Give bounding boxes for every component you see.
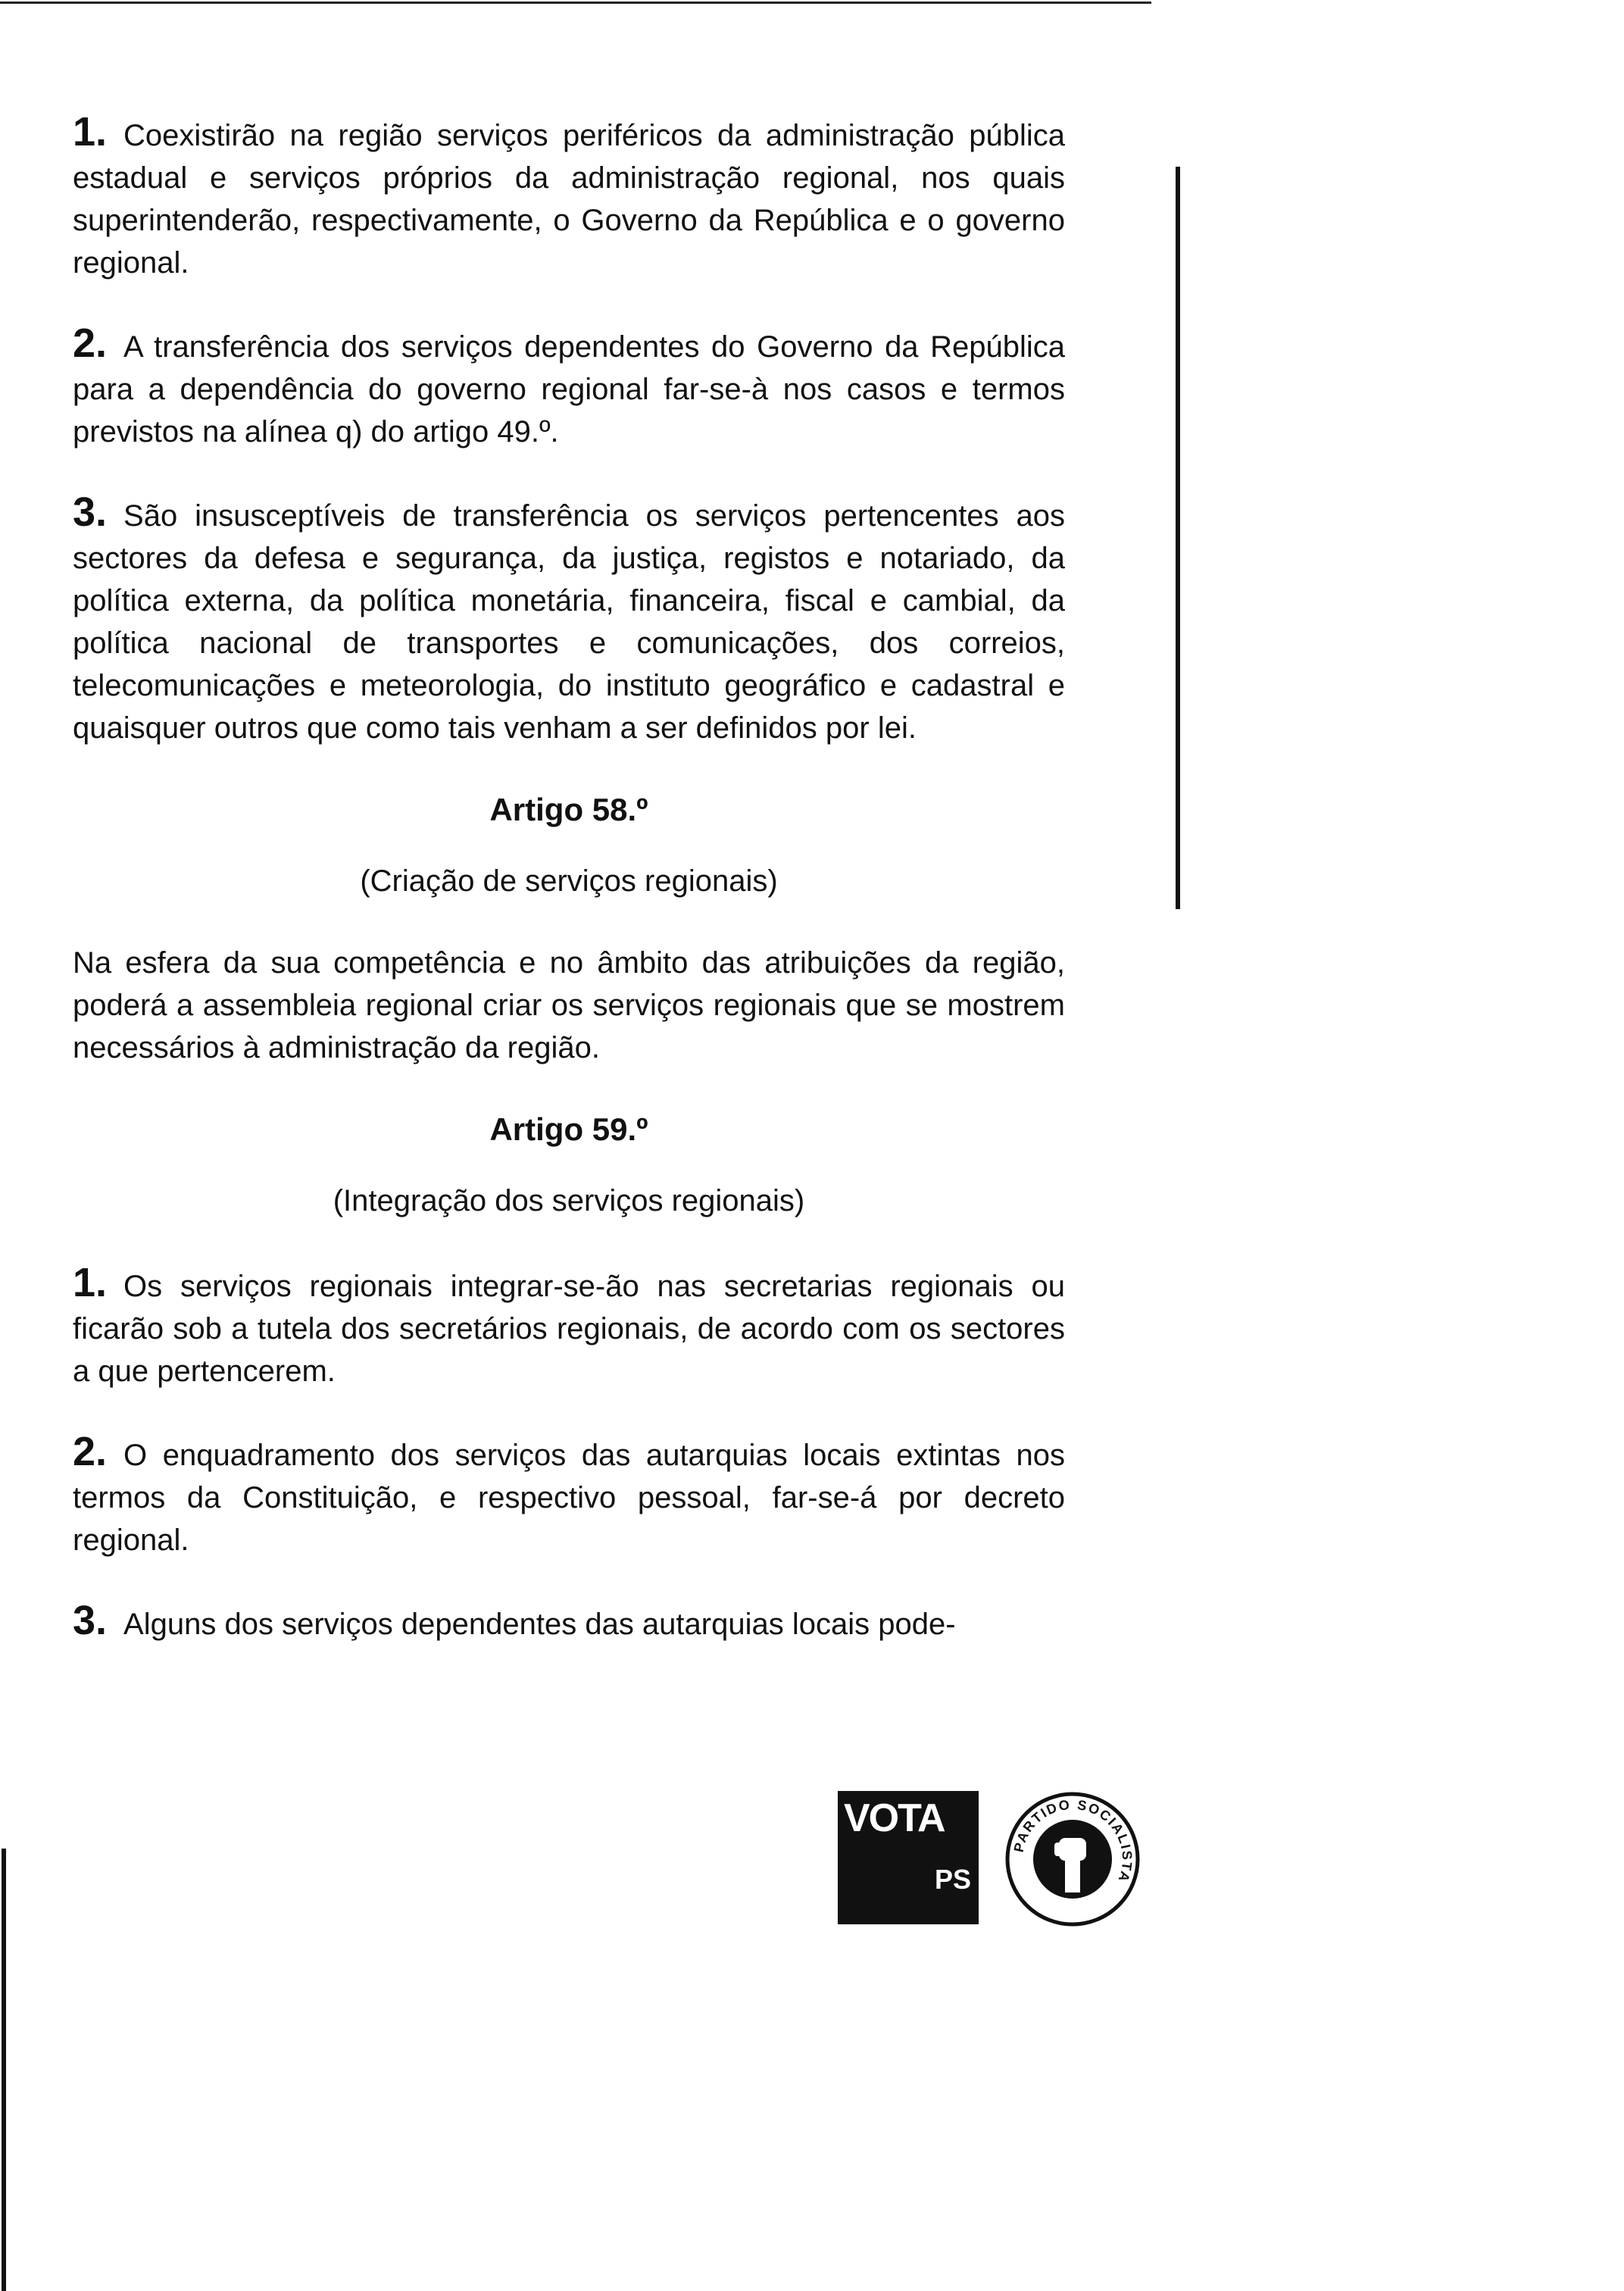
paragraph-text: Na esfera da sua competência e no âmbito das atribuições da região, poderá a assembleia regional criar os serviços regionais que se mostrem necessários à administração da região. xyxy=(73,946,1065,1064)
scan-left-bar xyxy=(2,1849,6,2291)
paragraph-3 xyxy=(73,491,1065,749)
paragraph-number: 3. xyxy=(73,489,108,535)
vota-label: VOTA xyxy=(844,1796,945,1840)
paragraph-number: 1. xyxy=(73,1260,108,1305)
paragraph-text: São insusceptíveis de transferência os serviços pertencentes aos sectores da defesa e segurança, da justiça, registos e notariado, da política externa, da política monetária, financeira, fiscal e cambial, da política nacional de transportes e comunicações, dos correios, telecomunicações e meteorologia, do instituto geográfico e cadastral e quaisquer outros que como tais venham a ser definidos por lei. xyxy=(73,499,1065,745)
ps-label: PS xyxy=(934,1864,971,1895)
paragraph-text: Os serviços regionais integrar-se-ão nas secretarias regionais ou ficarão sob a tutela dos secretários regionais, de acordo com os sectores a que pertencerem. xyxy=(73,1270,1065,1388)
vota-ps-logo xyxy=(838,1791,979,1924)
paragraph-number: 2. xyxy=(73,320,108,366)
document-page xyxy=(73,109,1135,1895)
article-59-paragraph-2 xyxy=(73,1430,1065,1561)
paragraph-1 xyxy=(73,111,1065,284)
scan-top-line xyxy=(0,2,1151,4)
paragraph-number: 3. xyxy=(73,1598,108,1643)
article-59-title: Artigo 59.º xyxy=(489,1111,648,1147)
article-58-subtitle: (Criação de serviços regionais) xyxy=(360,864,778,898)
scan-right-bar xyxy=(1176,167,1180,909)
paragraph-number: 1. xyxy=(73,109,108,155)
paragraph-number: 2. xyxy=(73,1429,108,1474)
article-59-subtitle: (Integração dos serviços regionais) xyxy=(333,1184,805,1217)
article-59-paragraph-3 xyxy=(73,1599,1065,1646)
paragraph-text: Alguns dos serviços dependentes das autarquias locais pode- xyxy=(123,1608,956,1641)
paragraph-2 xyxy=(73,322,1065,453)
article-58-text xyxy=(73,942,1065,1069)
paragraph-text: O enquadramento dos serviços das autarquias locais extintas nos termos da Constituição, e respectivo pessoal, far-se-á por decreto regional. xyxy=(73,1439,1065,1557)
partido-socialista-logo xyxy=(1004,1791,1141,1927)
article-59-paragraph-1 xyxy=(73,1261,1065,1392)
article-58-title: Artigo 58.º xyxy=(489,792,648,827)
paragraph-text: Coexistirão na região serviços periféricos da administração pública estadual e serviços próprios da administração regional, nos quais superintenderão, respectivamente, o Governo da República e o governo regional. xyxy=(73,119,1065,280)
logos-area xyxy=(838,1791,1141,1927)
paragraph-text: A transferência dos serviços dependentes do Governo da República para a dependência do governo regional far-se-à nos casos e termos previstos na alínea q) do artigo 49.º. xyxy=(73,330,1065,449)
party-ring-text: PARTIDO SOCIALISTA xyxy=(1010,1796,1135,1886)
